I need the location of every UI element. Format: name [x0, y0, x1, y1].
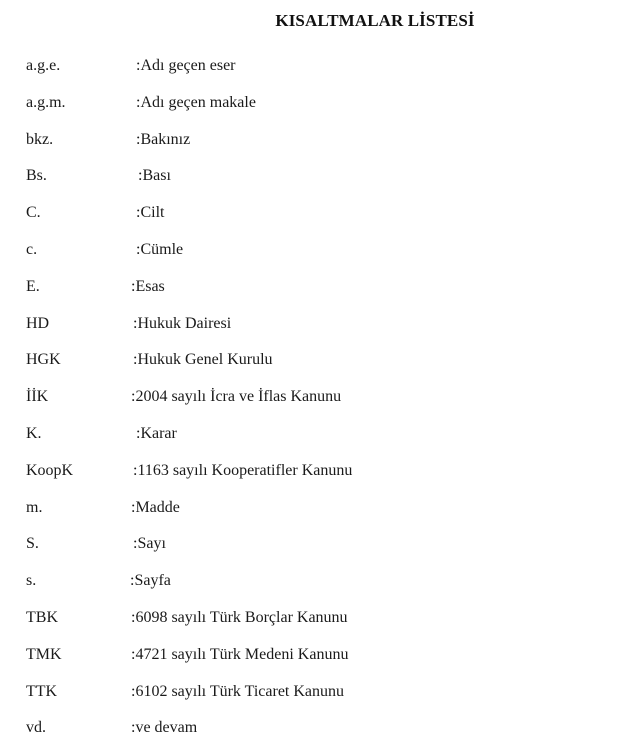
abbreviation-meaning: :4721 sayılı Türk Medeni Kanunu	[131, 645, 349, 663]
abbreviation: s.	[26, 572, 37, 590]
abbreviation-meaning: :Adı geçen makale	[136, 93, 256, 111]
abbreviation: TMK	[26, 645, 62, 663]
abbreviation-meaning: :Adı geçen eser	[136, 57, 236, 74]
abbreviation-meaning: :Karar	[136, 424, 177, 442]
list-item	[0, 350, 640, 387]
list-item	[0, 93, 640, 130]
list-item	[0, 277, 640, 314]
abbreviation: Bs.	[26, 167, 47, 185]
abbreviation-meaning: :2004 sayılı İcra ve İflas Kanunu	[131, 388, 342, 406]
abbreviation: E.	[26, 277, 40, 295]
abbreviation: HGK	[26, 351, 61, 369]
list-item	[0, 424, 640, 461]
list-item	[0, 461, 640, 498]
abbreviation: vd.	[26, 719, 46, 737]
list-item	[0, 240, 640, 277]
list-item	[0, 718, 640, 755]
abbreviation: m.	[26, 498, 43, 516]
abbreviation: TBK	[26, 608, 58, 626]
abbreviation: C.	[26, 204, 41, 222]
abbreviation-meaning: :1163 sayılı Kooperatifler Kanunu	[133, 461, 353, 479]
abbreviation: K.	[26, 424, 42, 442]
abbreviation: İİK	[26, 388, 49, 406]
list-item	[0, 534, 640, 571]
list-item	[0, 166, 640, 203]
abbreviation-meaning: :6098 sayılı Türk Borçlar Kanunu	[131, 608, 348, 626]
abbreviation: a.g.m.	[26, 93, 66, 111]
list-item	[0, 498, 640, 535]
abbreviation: TTK	[26, 682, 58, 700]
abbreviation: KoopK	[26, 461, 74, 479]
abbreviation-list	[0, 56, 640, 755]
abbreviation: bkz.	[26, 130, 54, 148]
abbreviation-meaning: :Cümle	[136, 240, 184, 258]
page-title: KISALTMALAR LİSTESİ	[275, 11, 475, 30]
abbreviation-meaning: :Hukuk Genel Kurulu	[133, 351, 273, 369]
list-item	[0, 682, 640, 719]
abbreviation-meaning: :Sayı	[133, 535, 166, 553]
list-item	[0, 314, 640, 351]
abbreviation-meaning: :Cilt	[136, 204, 165, 222]
abbreviation: c.	[26, 240, 38, 258]
abbreviation-meaning: :Bakınız	[136, 130, 191, 148]
list-item	[0, 56, 640, 93]
list-item	[0, 387, 640, 424]
list-item	[0, 130, 640, 167]
abbreviation-meaning: :6102 sayılı Türk Ticaret Kanunu	[131, 682, 345, 700]
abbreviation-meaning: :ve devam	[131, 719, 198, 737]
abbreviation: a.g.e.	[26, 57, 61, 74]
abbreviation-meaning: :Madde	[131, 498, 180, 516]
abbreviation: S.	[26, 535, 39, 553]
list-item	[0, 203, 640, 240]
abbreviation-meaning: :Hukuk Dairesi	[133, 314, 232, 332]
list-item	[0, 645, 640, 682]
abbreviation: HD	[26, 314, 50, 332]
abbreviation-meaning: :Sayfa	[130, 572, 171, 590]
list-item	[0, 571, 640, 608]
list-item	[0, 608, 640, 645]
abbreviation-meaning: :Esas	[131, 277, 165, 295]
abbreviation-meaning: :Bası	[138, 167, 171, 185]
